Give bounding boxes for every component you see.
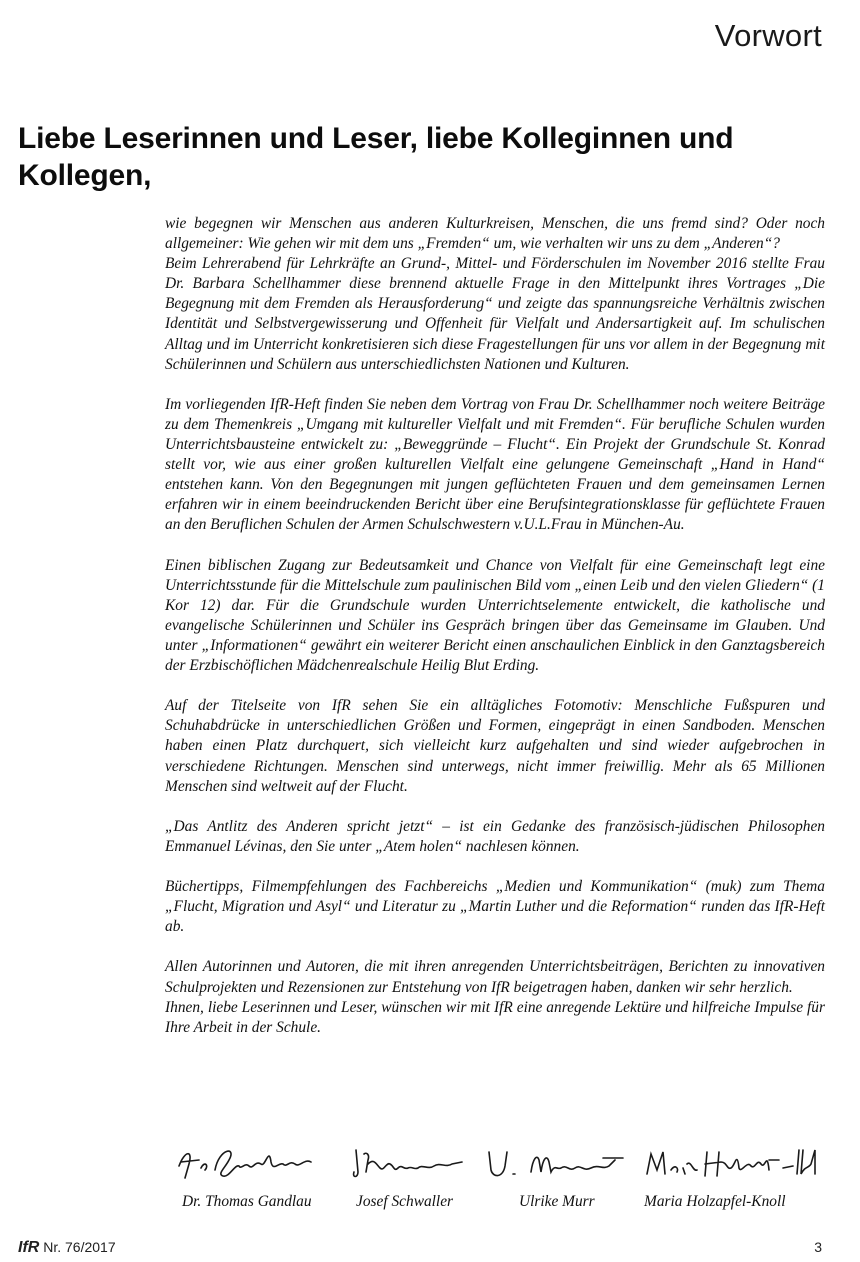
signature-gandlau <box>175 1140 325 1184</box>
paragraph: Büchertipps, Filmempfehlungen des Fachbereichs „Medien und Kommunikation“ (muk) zum Thema „Flucht, Migration und Asyl“ und Literatur zu „Martin Luther und die Reformation“ runden das IfR-Heft ab. <box>165 878 825 936</box>
footer-issue <box>18 1239 116 1257</box>
signer-name: Josef Schwaller <box>356 1193 454 1210</box>
page-headline: Liebe Leserinnen und Leser, liebe Kolleginnen und Kollegen, <box>18 122 734 192</box>
signer-names <box>165 1193 835 1213</box>
paragraph: Ihnen, liebe Leserinnen und Leser, wünschen wir mit IfR eine anregende Lektüre und hilfreiche Impulse für Ihre Arbeit in der Schule. <box>165 998 825 1036</box>
signer-name: Maria Holzapfel-Knoll <box>644 1193 786 1210</box>
paragraph: Beim Lehrerabend für Lehrkräfte an Grund-, Mittel- und Förderschulen im November 2016 stellte Frau Dr. Barbara Schellhammer diese brennend aktuelle Frage in den Mittelpunkt ihres Vortrages „Die Begegnung mit dem Fremden als Herausforderung“ und zeigte das spannungsreiche Verhältnis zwischen Identität und Selbstvergewisserung und Offenheit für Vielfalt und Andersartigkeit auf. Im schulischen Alltag und im Unterricht konkretisieren sich diese Fragestellungen für uns vor allem in der Begegnung mit Schülerinnen und Schülern aus unterschiedlichsten Nationen und Kulturen. <box>165 255 825 373</box>
paragraph: Auf der Titelseite von IfR sehen Sie ein alltägliches Fotomotiv: Menschliche Fußspuren und Schuhabdrücke in unterschiedlichen Größen und Formen, eingeprägt in einen Sandboden. Menschen haben einen Platz durchquert, sich vielleicht kurz aufgehalten und sind wieder aufgebrochen in verschiedene Richtungen. Menschen sind unterwegs, nicht immer freiwillig. Mehr als 65 Millionen Menschen sind weltweit auf der Flucht. <box>165 697 825 795</box>
paragraph: wie begegnen wir Menschen aus anderen Kulturkreisen, Menschen, die uns fremd sind? Oder noch allgemeiner: Wie gehen wir mit dem uns „Fremden“ um, wie verhalten wir uns zu dem „Anderen“? <box>165 215 825 253</box>
signature-murr <box>483 1140 643 1184</box>
page-number: 3 <box>814 1239 822 1255</box>
paragraph: „Das Antlitz des Anderen spricht jetzt“ – ist ein Gedanke des französisch-jüdischen Philosophen Emmanuel Lévinas, den Sie unter „Atem holen“ nachlesen können. <box>165 817 825 855</box>
paragraph: Allen Autorinnen und Autoren, die mit ihren anregenden Unterrichtsbeiträgen, Berichten zu innovativen Schulprojekten und Rezensionen zur Entstehung von IfR beigetragen haben, danken wir sehr herzlich. <box>165 958 825 996</box>
signer-name: Dr. Thomas Gandlau <box>182 1193 312 1210</box>
signature-schwaller <box>350 1140 470 1184</box>
signature-holzapfel-knoll <box>643 1140 833 1184</box>
signatures <box>165 1140 835 1188</box>
issue-number: Nr. 76/2017 <box>43 1239 116 1255</box>
section-label: Vorwort <box>714 18 822 53</box>
body-text <box>165 214 825 1038</box>
paragraph: Einen biblischen Zugang zur Bedeutsamkeit und Chance von Vielfalt für eine Gemeinschaft legt eine Unterrichtsstunde für die Mittelschule zum paulinischen Bild vom „einen Leib und den vielen Gliedern“ (1 Kor 12) dar. Für die Grundschule wurden Unterrichtselemente entwickelt, die katholische und evangelische Schülerinnen und Schüler ins Gespräch bringen über das Gemeinsame im Glauben. Und unter „Informationen“ gewährt ein weiterer Bericht einen anschaulichen Einblick in den Ganztagsbereich der Erzbischöflichen Mädchenrealschule Heilig Blut Erding. <box>165 556 825 675</box>
brand-logo: IfR <box>18 1239 40 1256</box>
paragraph: Im vorliegenden IfR-Heft finden Sie neben dem Vortrag von Frau Dr. Schellhammer noch weitere Beiträge zu dem Themenkreis „Umgang mit kultureller Vielfalt und mit Fremden“. Für berufliche Schulen wurden Unterrichtsbausteine entwickelt zu: „Beweggründe – Flucht“. Ein Projekt der Grundschule St. Konrad stellt vor, wie aus einer großen kulturellen Vielfalt eine gelungene Gemeinschaft „Hand in Hand“ entstehen kann. Von den Begegnungen mit jungen geflüchteten Frauen und dem gemeinsamen Lernen erfahren wir in einem beeindruckenden Bericht über eine Berufsintegrationsklasse für geflüchtete Frauen an den Beruflichen Schulen der Armen Schulschwestern v.U.L.Frau in München-Au. <box>165 395 825 534</box>
signer-name: Ulrike Murr <box>519 1193 595 1210</box>
